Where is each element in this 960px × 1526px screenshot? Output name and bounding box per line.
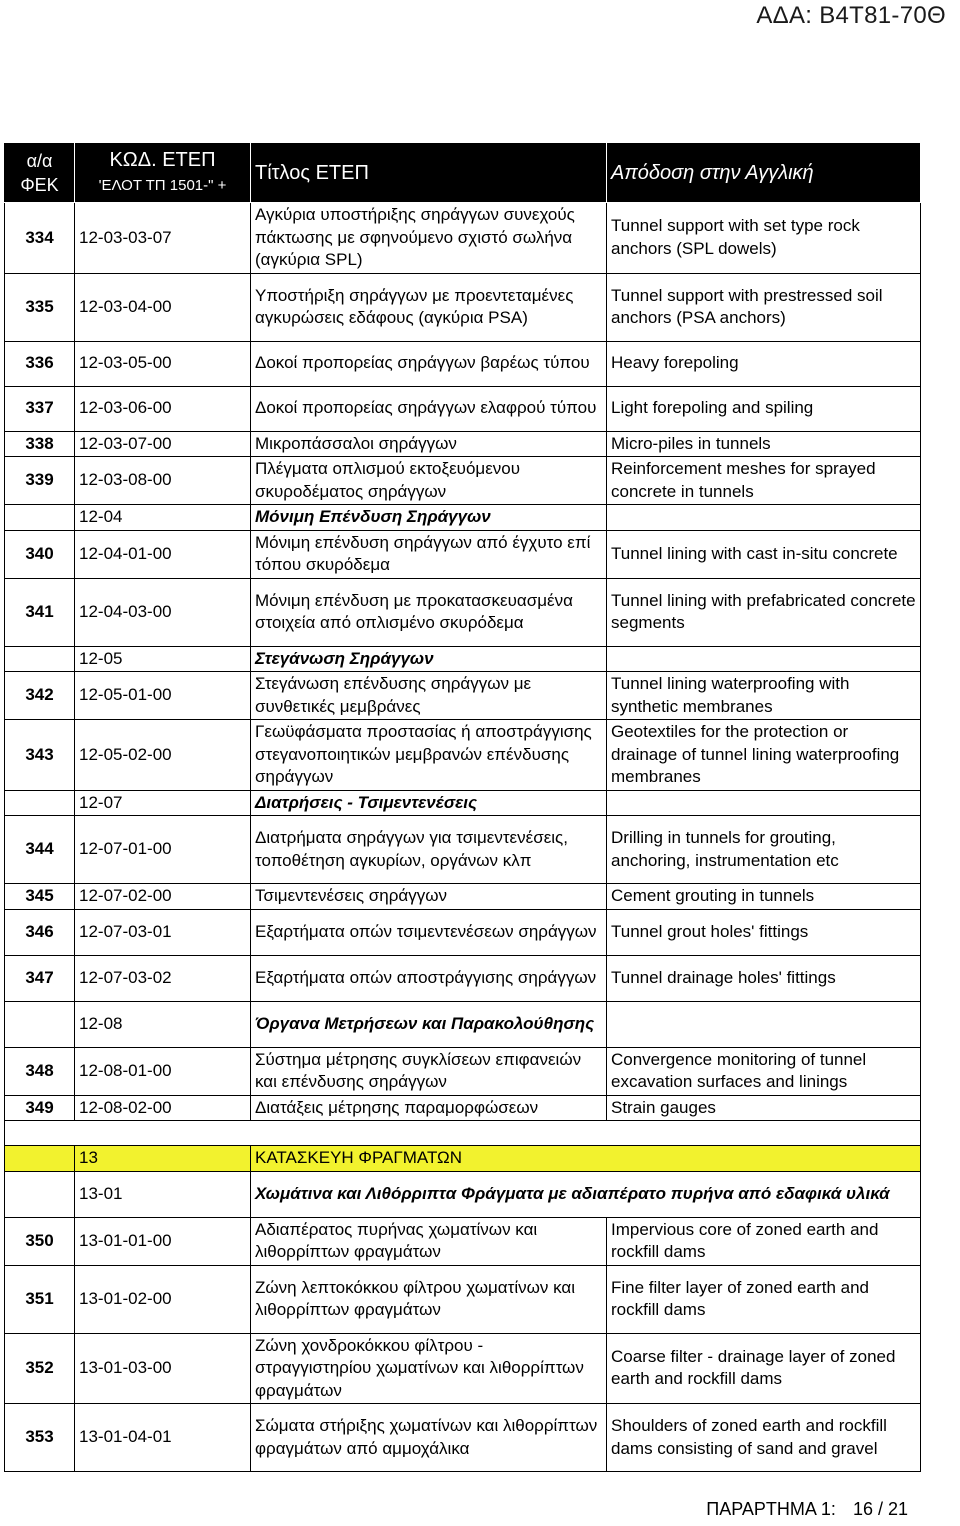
table-header-row [5, 144, 921, 203]
header-code [75, 144, 251, 203]
section-code: 12-05 [75, 646, 251, 672]
section-code: 12-04 [75, 505, 251, 531]
chapter-title: ΚΑΤΑΣΚΕΥΗ ΦΡΑΓΜΑΤΩΝ [251, 1146, 921, 1172]
table-row [5, 955, 921, 1001]
row-number: 341 [5, 578, 75, 646]
table-row [5, 530, 921, 578]
row-title: Γεωϋφάσματα προστασίας ή αποστράγγισης στεγανοποιητικών μεμβρανών επένδυσης σηράγγων [251, 720, 607, 791]
row-english: Coarse filter - drainage layer of zoned earth and rockfill dams [607, 1333, 921, 1404]
row-code: 12-07-03-01 [75, 909, 251, 955]
row-code: 13-01-01-00 [75, 1217, 251, 1265]
section-number-empty [5, 505, 75, 531]
section-row [5, 1171, 921, 1217]
row-number: 344 [5, 816, 75, 884]
table-row [5, 1047, 921, 1095]
row-number: 340 [5, 530, 75, 578]
row-english: Tunnel drainage holes' fittings [607, 955, 921, 1001]
row-number: 353 [5, 1404, 75, 1472]
chapter-code: 13 [75, 1146, 251, 1172]
row-english: Light forepoling and spiling [607, 386, 921, 431]
header-number-line2: ΦΕΚ [20, 175, 59, 195]
row-code: 12-04-03-00 [75, 578, 251, 646]
row-title: Εξαρτήματα οπών αποστράγγισης σηράγγων [251, 955, 607, 1001]
row-english: Strain gauges [607, 1095, 921, 1121]
section-code: 13-01 [75, 1171, 251, 1217]
row-title: Στεγάνωση επένδυσης σηράγγων με συνθετικές μεμβράνες [251, 672, 607, 720]
row-number: 345 [5, 884, 75, 910]
header-number [5, 144, 75, 203]
table-row [5, 816, 921, 884]
row-english: Tunnel grout holes' fittings [607, 909, 921, 955]
section-english-empty [607, 646, 921, 672]
table-row [5, 578, 921, 646]
row-code: 13-01-03-00 [75, 1333, 251, 1404]
row-code: 12-08-01-00 [75, 1047, 251, 1095]
row-title: Δοκοί προπορείας σηράγγων ελαφρού τύπου [251, 386, 607, 431]
row-title: Μόνιμη επένδυση σηράγγων από έγχυτο επί τόπου σκυρόδεμα [251, 530, 607, 578]
row-number: 338 [5, 431, 75, 457]
row-title: Ζώνη λεπτοκόκκου φίλτρου χωματίνων και λιθορρίπτων φραγμάτων [251, 1265, 607, 1333]
row-code: 12-03-07-00 [75, 431, 251, 457]
row-number: 343 [5, 720, 75, 791]
row-number: 335 [5, 273, 75, 341]
row-english: Impervious core of zoned earth and rockfill dams [607, 1217, 921, 1265]
table-row [5, 431, 921, 457]
footer-label: ΠΑΡΑΡΤΗΜΑ 1: [706, 1499, 836, 1519]
table-row [5, 1333, 921, 1404]
row-number: 350 [5, 1217, 75, 1265]
row-english: Tunnel lining with prefabricated concrete segments [607, 578, 921, 646]
row-english: Tunnel support with prestressed soil anchors (PSA anchors) [607, 273, 921, 341]
section-code: 12-07 [75, 790, 251, 816]
row-number: 346 [5, 909, 75, 955]
row-title: Αγκύρια υποστήριξης σηράγγων συνεχούς πάκτωσης με σφηνούμενο σχιστό σωλήνα (αγκύρια SPL) [251, 203, 607, 274]
row-english: Reinforcement meshes for sprayed concrete in tunnels [607, 457, 921, 505]
section-title: Όργανα Μετρήσεων και Παρακολούθησης [251, 1001, 607, 1047]
section-number-empty [5, 646, 75, 672]
row-english: Micro-piles in tunnels [607, 431, 921, 457]
row-title: Μόνιμη επένδυση με προκατασκευασμένα στοιχεία από οπλισμένο σκυρόδεμα [251, 578, 607, 646]
table-row [5, 1404, 921, 1472]
header-number-line1: α/α [26, 151, 53, 171]
table-row [5, 672, 921, 720]
row-english: Drilling in tunnels for grouting, anchoring, instrumentation etc [607, 816, 921, 884]
row-number: 352 [5, 1333, 75, 1404]
row-title: Τσιμεντενέσεις σηράγγων [251, 884, 607, 910]
table-body [5, 203, 921, 1472]
row-english: Tunnel lining with cast in-situ concrete [607, 530, 921, 578]
row-number: 342 [5, 672, 75, 720]
section-row [5, 790, 921, 816]
row-title: Διατάξεις μέτρησης παραμορφώσεων [251, 1095, 607, 1121]
section-title: Διατρήσεις - Τσιμεντενέσεις [251, 790, 607, 816]
header-title: Τίτλος ΕΤΕΠ [251, 144, 607, 203]
row-title: Διατρήματα σηράγγων για τσιμεντενέσεις, τοποθέτηση αγκυρίων, οργάνων κλπ [251, 816, 607, 884]
specifications-table [4, 143, 921, 1472]
row-title: Υποστήριξη σηράγγων με προεντεταμένες αγκυρώσεις εδάφους (αγκύρια PSA) [251, 273, 607, 341]
row-number: 348 [5, 1047, 75, 1095]
header-code-line1: ΚΩΔ. ΕΤΕΠ [109, 149, 216, 171]
row-number: 334 [5, 203, 75, 274]
spacer-row [5, 1121, 921, 1146]
table-row [5, 720, 921, 791]
row-code: 12-07-01-00 [75, 816, 251, 884]
row-code: 12-07-03-02 [75, 955, 251, 1001]
row-number: 349 [5, 1095, 75, 1121]
row-english: Geotextiles for the protection or drainage of tunnel lining waterproofing membranes [607, 720, 921, 791]
section-english-empty [607, 505, 921, 531]
row-title: Μικροπάσσαλοι σηράγγων [251, 431, 607, 457]
row-number: 337 [5, 386, 75, 431]
row-code: 12-07-02-00 [75, 884, 251, 910]
table-row [5, 909, 921, 955]
row-english: Convergence monitoring of tunnel excavation surfaces and linings [607, 1047, 921, 1095]
row-number: 351 [5, 1265, 75, 1333]
row-english: Shoulders of zoned earth and rockfill dams consisting of sand and gravel [607, 1404, 921, 1472]
section-row [5, 646, 921, 672]
row-code: 12-03-04-00 [75, 273, 251, 341]
row-code: 12-08-02-00 [75, 1095, 251, 1121]
row-title: Αδιαπέρατος πυρήνας χωματίνων και λιθορρίπτων φραγμάτων [251, 1217, 607, 1265]
section-row [5, 505, 921, 531]
row-number: 347 [5, 955, 75, 1001]
header-english: Απόδοση στην Αγγλική [607, 144, 921, 203]
section-number-empty [5, 1001, 75, 1047]
row-english: Tunnel support with set type rock anchors (SPL dowels) [607, 203, 921, 274]
row-title: Σύστημα μέτρησης συγκλίσεων επιφανειών και επένδυσης σηράγγων [251, 1047, 607, 1095]
section-english-empty [607, 1001, 921, 1047]
row-title: Εξαρτήματα οπών τσιμεντενέσεων σηράγγων [251, 909, 607, 955]
row-code: 12-03-06-00 [75, 386, 251, 431]
table-row [5, 457, 921, 505]
table-row [5, 386, 921, 431]
row-title: Πλέγματα οπλισμού εκτοξευόμενου σκυροδέματος σηράγγων [251, 457, 607, 505]
row-code: 12-05-02-00 [75, 720, 251, 791]
table-row [5, 341, 921, 386]
row-code: 13-01-02-00 [75, 1265, 251, 1333]
row-title: Σώματα στήριξης χωματίνων και λιθορρίπτων φραγμάτων από αμμοχάλικα [251, 1404, 607, 1472]
section-number-empty [5, 790, 75, 816]
section-row [5, 1001, 921, 1047]
header-code-line2: 'ΕΛΟΤ ΤΠ 1501-" + [98, 177, 227, 194]
row-english: Fine filter layer of zoned earth and rockfill dams [607, 1265, 921, 1333]
table-row [5, 1265, 921, 1333]
row-number: 336 [5, 341, 75, 386]
section-title: Μόνιμη Επένδυση Σηράγγων [251, 505, 607, 531]
section-title: Στεγάνωση Σηράγγων [251, 646, 607, 672]
footer-page-number: 16 / 21 [852, 1499, 908, 1519]
document-id: ΑΔΑ: Β4Τ81-70Θ [756, 2, 946, 29]
row-number: 339 [5, 457, 75, 505]
page-footer [706, 1499, 908, 1520]
row-code: 12-03-05-00 [75, 341, 251, 386]
table-row [5, 203, 921, 274]
table-row [5, 273, 921, 341]
row-english: Cement grouting in tunnels [607, 884, 921, 910]
row-english: Tunnel lining waterproofing with synthetic membranes [607, 672, 921, 720]
section-code: 12-08 [75, 1001, 251, 1047]
chapter-row [5, 1146, 921, 1172]
section-english-empty [607, 790, 921, 816]
row-code: 12-05-01-00 [75, 672, 251, 720]
section-number-empty [5, 1171, 75, 1217]
row-code: 12-03-08-00 [75, 457, 251, 505]
section-title: Χωμάτινα και Λιθόρριπτα Φράγματα με αδιαπέρατο πυρήνα από εδαφικά υλικά [251, 1171, 921, 1217]
row-code: 13-01-04-01 [75, 1404, 251, 1472]
spacer-cell [5, 1121, 921, 1146]
table-row [5, 1217, 921, 1265]
row-title: Ζώνη χονδροκόκκου φίλτρου - στραγγιστηρίου χωματίνων και λιθορρίπτων φραγμάτων [251, 1333, 607, 1404]
row-code: 12-04-01-00 [75, 530, 251, 578]
chapter-number-empty [5, 1146, 75, 1172]
row-title: Δοκοί προπορείας σηράγγων βαρέως τύπου [251, 341, 607, 386]
table-row [5, 1095, 921, 1121]
table-row [5, 884, 921, 910]
row-english: Heavy forepoling [607, 341, 921, 386]
row-code: 12-03-03-07 [75, 203, 251, 274]
